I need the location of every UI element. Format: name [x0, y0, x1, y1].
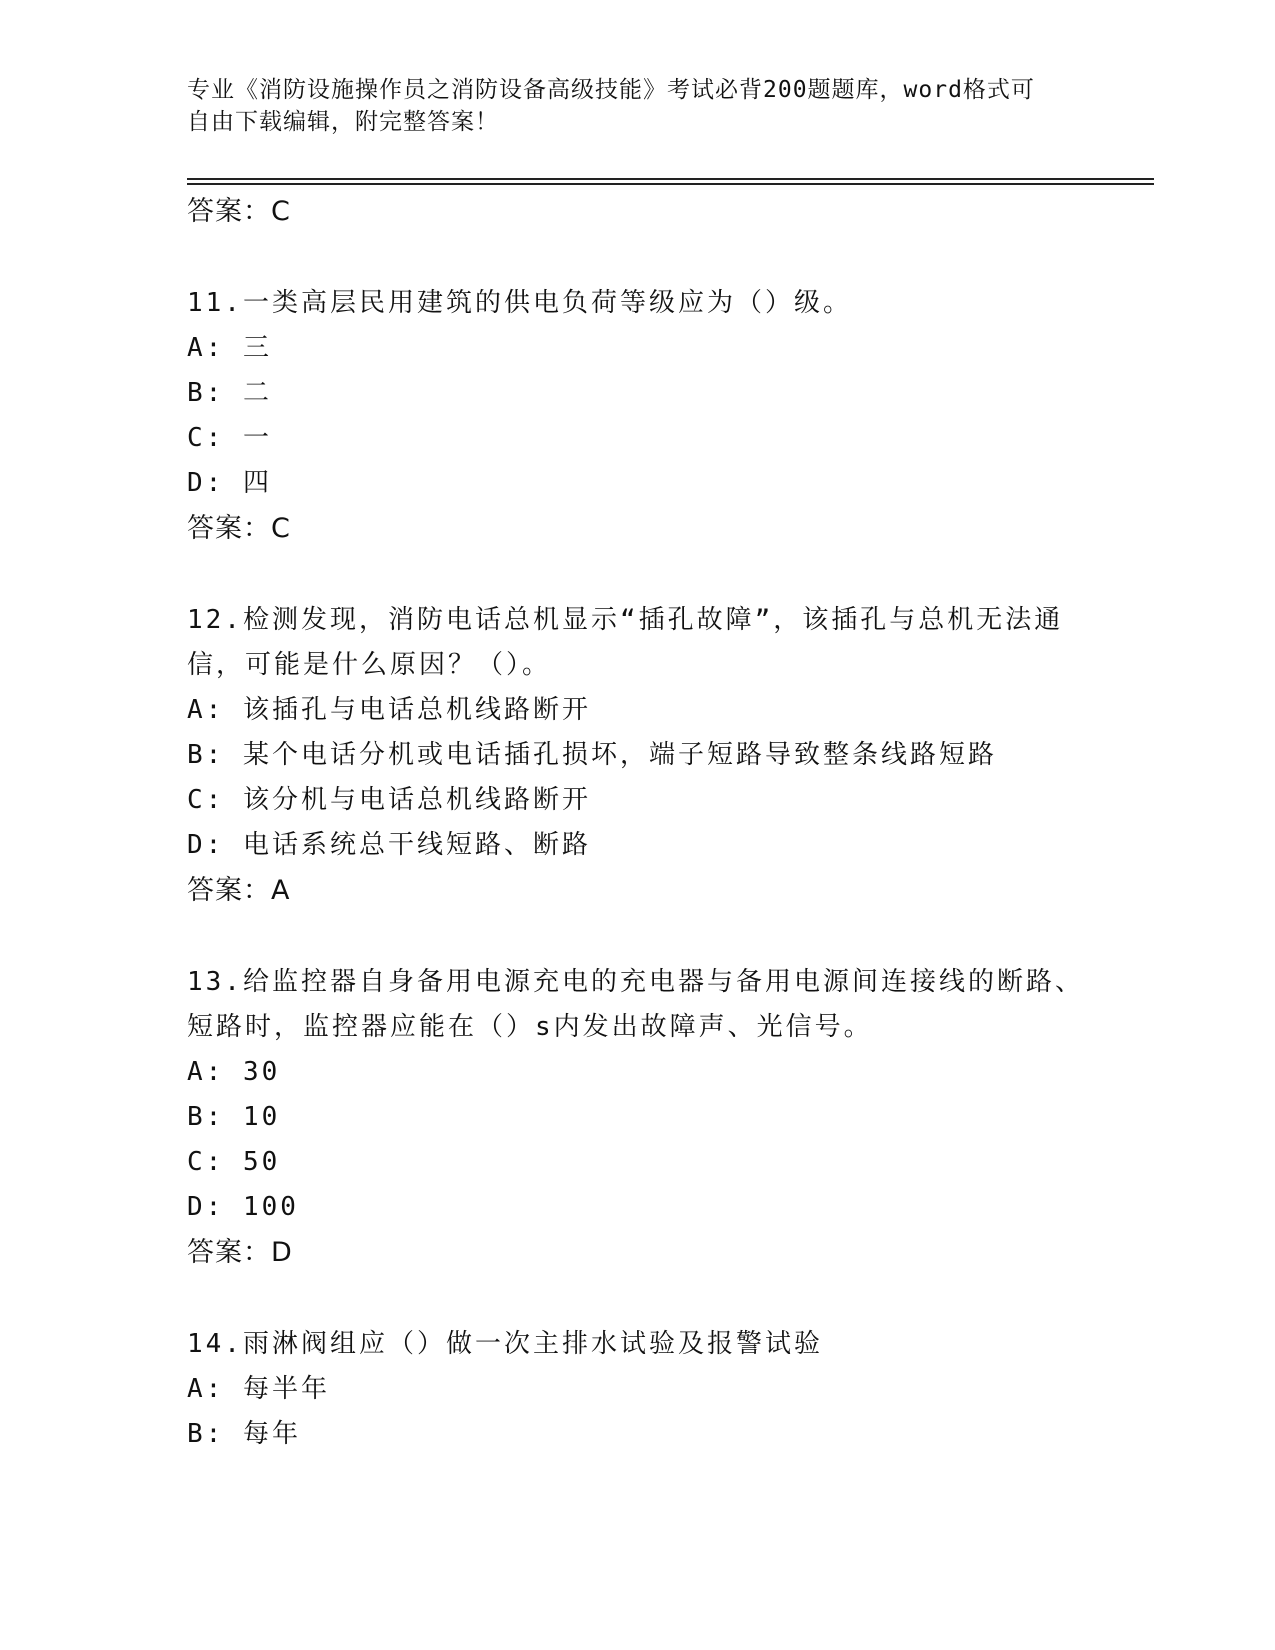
question-stem: 11.一类高层民用建筑的供电负荷等级应为（）级。	[187, 288, 852, 318]
question-stem-line-2: 短路时，监控器应能在（）s内发出故障声、光信号。	[187, 1012, 873, 1042]
option-b: B: 10	[187, 1102, 281, 1132]
option-c: C: 50	[187, 1147, 281, 1177]
answer-line: 答案：C	[187, 196, 291, 227]
question-stem: 14.雨淋阀组应（）做一次主排水试验及报警试验	[187, 1329, 823, 1359]
option-d: D: 电话系统总干线短路、断路	[187, 830, 591, 860]
option-a: A: 每半年	[187, 1374, 330, 1404]
option-a: A: 该插孔与电话总机线路断开	[187, 695, 591, 725]
option-c: C: 该分机与电话总机线路断开	[187, 785, 591, 815]
option-d: D: 100	[187, 1192, 299, 1222]
option-d: D: 四	[187, 468, 272, 498]
option-b: B: 某个电话分机或电话插孔损坏，端子短路导致整条线路短路	[187, 740, 997, 770]
option-a: A: 30	[187, 1057, 281, 1087]
header-divider-top	[187, 178, 1154, 180]
question-block	[187, 960, 1087, 1276]
question-block	[187, 598, 1087, 914]
answer-line: 答案：C	[187, 513, 291, 544]
header-divider-bottom	[187, 183, 1154, 185]
question-stem-line-2: 信，可能是什么原因？（）。	[187, 650, 552, 680]
header-line-2: 自由下载编辑，附完整答案！	[187, 109, 499, 135]
question-stem-line-1: 13.给监控器自身备用电源充电的充电器与备用电源间连接线的断路、	[187, 967, 1084, 997]
question-block	[187, 1322, 1087, 1457]
question-stem-line-1: 12.检测发现，消防电话总机显示“插孔故障”，该插孔与总机无法通	[187, 605, 1064, 635]
question-block	[187, 281, 1087, 552]
option-b: B: 二	[187, 378, 272, 408]
answer-line: 答案：D	[187, 1237, 293, 1268]
option-a: A: 三	[187, 333, 272, 363]
answer-line: 答案：A	[187, 875, 291, 906]
document-header	[187, 74, 1087, 138]
option-b: B: 每年	[187, 1419, 301, 1449]
option-c: C: 一	[187, 423, 272, 453]
header-line-1: 专业《消防设施操作员之消防设备高级技能》考试必背200题题库，word格式可	[187, 77, 1035, 103]
question-list	[187, 189, 1087, 1457]
